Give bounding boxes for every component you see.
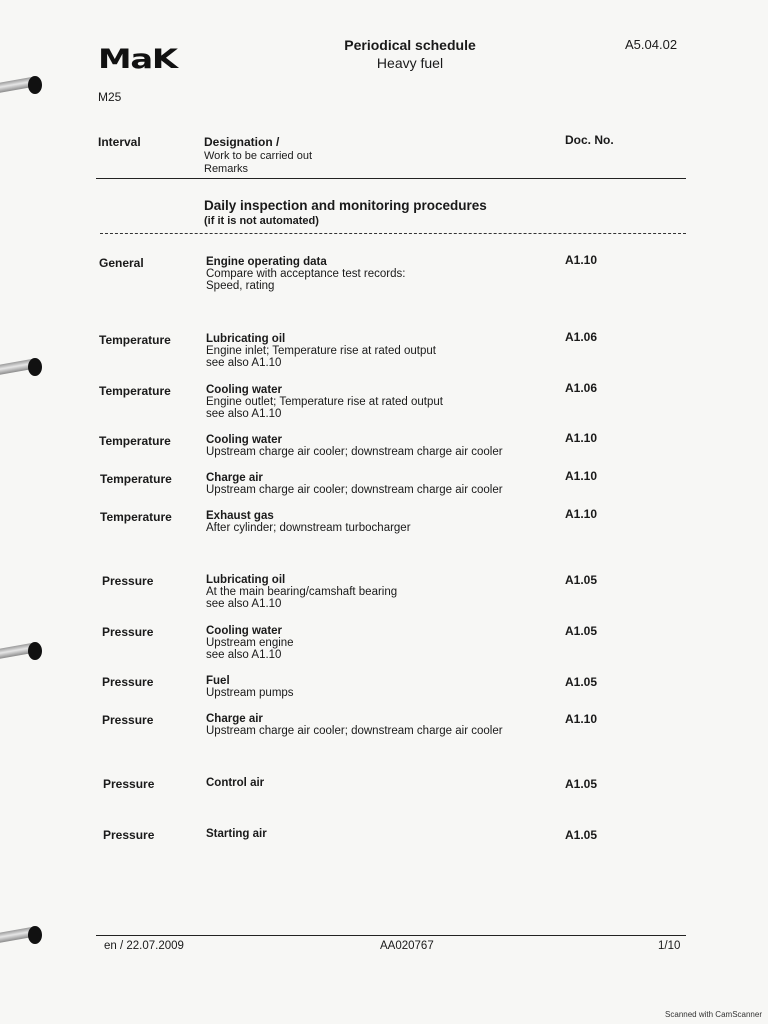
document-code: A5.04.02 bbox=[625, 37, 678, 52]
row-interval: Temperature bbox=[100, 472, 172, 486]
row-interval: Temperature bbox=[100, 510, 172, 524]
document-subtitle: Heavy fuel bbox=[376, 55, 444, 71]
header-rule bbox=[96, 178, 686, 179]
section-subtitle: (if it is not automated) bbox=[204, 215, 319, 227]
row-title: Charge air bbox=[206, 713, 263, 725]
row-line: Upstream charge air cooler; downstream charge air cooler bbox=[206, 446, 503, 458]
row-title: Cooling water bbox=[206, 384, 283, 396]
row-interval: Temperature bbox=[99, 434, 171, 448]
row-interval: Temperature bbox=[99, 384, 171, 398]
row-line: see also A1.10 bbox=[206, 598, 282, 610]
row-line: see also A1.10 bbox=[206, 357, 282, 369]
row-doc-no: A1.10 bbox=[565, 507, 598, 521]
row-title: Lubricating oil bbox=[206, 333, 286, 345]
engine-model: M25 bbox=[98, 90, 122, 104]
row-doc-no: A1.10 bbox=[565, 431, 598, 445]
scanner-watermark: Scanned with CamScanner bbox=[665, 1010, 762, 1019]
row-line: After cylinder; downstream turbocharger bbox=[206, 522, 411, 534]
binder-ring-icon bbox=[0, 640, 46, 662]
row-title: Cooling water bbox=[206, 434, 283, 446]
row-line: Upstream charge air cooler; downstream charge air cooler bbox=[206, 484, 503, 496]
row-interval: Temperature bbox=[99, 333, 171, 347]
row-title: Starting air bbox=[206, 828, 267, 840]
section-title: Daily inspection and monitoring procedures bbox=[204, 198, 487, 213]
footer-rule bbox=[96, 935, 686, 936]
row-line: Upstream pumps bbox=[206, 687, 294, 699]
column-interval: Interval bbox=[98, 135, 141, 149]
row-line: Upstream engine bbox=[206, 637, 294, 649]
footer-page-number: 1/10 bbox=[658, 940, 681, 952]
row-line: Engine inlet; Temperature rise at rated output bbox=[206, 345, 436, 357]
row-title: Charge air bbox=[206, 472, 263, 484]
column-designation-work: Work to be carried out bbox=[204, 150, 313, 162]
row-doc-no: A1.05 bbox=[565, 777, 598, 791]
row-line: At the main bearing/camshaft bearing bbox=[206, 586, 398, 598]
row-doc-no: A1.05 bbox=[565, 624, 598, 638]
row-interval: Pressure bbox=[103, 777, 155, 791]
row-interval: Pressure bbox=[102, 675, 154, 689]
row-line: Engine outlet; Temperature rise at rated output bbox=[206, 396, 443, 408]
column-doc-no: Doc. No. bbox=[565, 133, 614, 147]
row-interval: General bbox=[99, 256, 144, 270]
row-line: see also A1.10 bbox=[206, 649, 282, 661]
row-doc-no: A1.05 bbox=[565, 675, 598, 689]
row-line: Compare with acceptance test records: bbox=[206, 268, 406, 280]
row-doc-no: A1.05 bbox=[565, 573, 598, 587]
row-interval: Pressure bbox=[102, 713, 154, 727]
row-title: Engine operating data bbox=[206, 256, 327, 268]
column-designation: Designation / bbox=[204, 135, 280, 149]
row-title: Cooling water bbox=[206, 625, 283, 637]
row-doc-no: A1.06 bbox=[565, 381, 598, 395]
binder-ring-icon bbox=[0, 356, 46, 378]
footer-date: en / 22.07.2009 bbox=[104, 940, 184, 952]
row-line: Speed, rating bbox=[206, 280, 275, 292]
section-divider bbox=[100, 233, 686, 234]
company-logo: MaK bbox=[98, 44, 177, 75]
row-interval: Pressure bbox=[102, 574, 154, 588]
binder-ring-icon bbox=[0, 74, 46, 96]
column-designation-remarks: Remarks bbox=[204, 163, 249, 175]
row-title: Lubricating oil bbox=[206, 574, 286, 586]
row-line: Upstream charge air cooler; downstream charge air cooler bbox=[206, 725, 503, 737]
footer-doc-id: AA020767 bbox=[380, 940, 434, 952]
row-doc-no: A1.10 bbox=[565, 253, 598, 267]
row-line: see also A1.10 bbox=[206, 408, 282, 420]
row-doc-no: A1.10 bbox=[565, 712, 598, 726]
row-doc-no: A1.06 bbox=[565, 330, 598, 344]
row-interval: Pressure bbox=[103, 828, 155, 842]
row-title: Exhaust gas bbox=[206, 510, 274, 522]
row-doc-no: A1.05 bbox=[565, 828, 598, 842]
row-doc-no: A1.10 bbox=[565, 469, 598, 483]
row-title: Fuel bbox=[206, 675, 230, 687]
row-interval: Pressure bbox=[102, 625, 154, 639]
binder-ring-icon bbox=[0, 924, 46, 946]
row-title: Control air bbox=[206, 777, 265, 789]
document-title: Periodical schedule bbox=[344, 37, 476, 53]
